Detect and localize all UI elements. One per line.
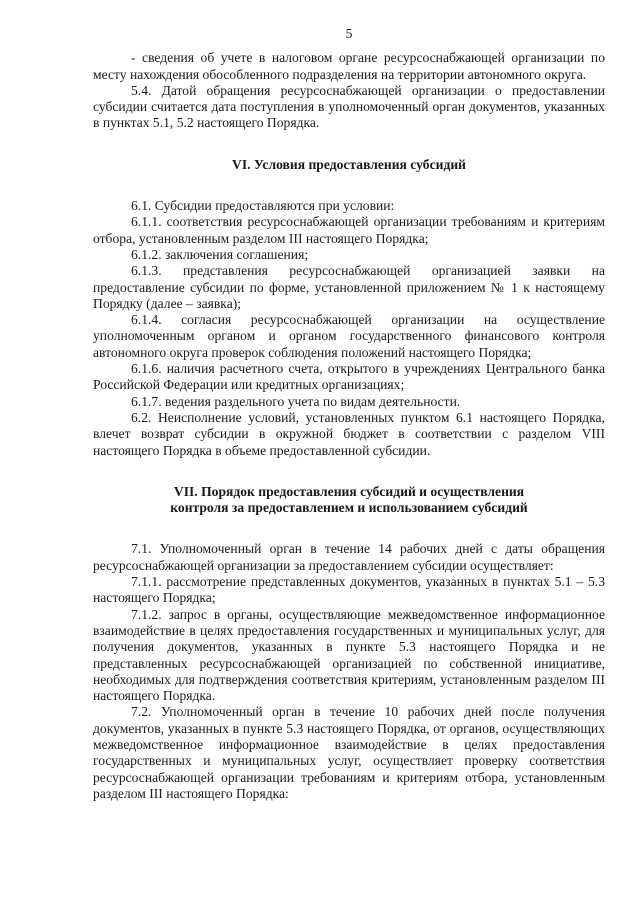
- paragraph-6-1-4: 6.1.4. согласия ресурсоснабжающей организации на осуществление уполномоченным органом и органом государственного финансового контроля автономного округа проверок соблюдения положений настоящего Порядка;: [93, 312, 605, 360]
- paragraph-7-1-2: 7.1.2. запрос в органы, осуществляющие межведомственное информационное взаимодействие в целях предоставления государственных и муниципальных услуг, для получения документов, указанных в пункте 5.3 настоящего Порядка и не представленных ресурсоснабжающей организацией по собственной инициативе, необходимых для подтверждения соответствия критериям, установленным разделом III настоящего Порядка.: [93, 606, 605, 704]
- paragraph-7-2: 7.2. Уполномоченный орган в течение 10 рабочих дней после получения документов, указанных в пункте 5.3 настоящего Порядка, от органов, осуществляющих межведомственное информационное взаимодействие в целях предоставления государственных и муниципальных услуг, осуществляет проверку соответствия ресурсоснабжающей организации требованиям и критериям отбора, установленным разделом III настоящего Порядка:: [93, 704, 605, 801]
- paragraph-7-1-1: 7.1.1. рассмотрение представленных документов, указанных в пунктах 5.1 – 5.3 настоящего Порядка;: [93, 574, 605, 606]
- paragraph-6-1-1: 6.1.1. соответствия ресурсоснабжающей организации требованиям и критериям отбора, установленным разделом III настоящего Порядка;: [93, 214, 605, 246]
- section-6-heading: VI. Условия предоставления субсидий: [232, 156, 466, 172]
- paragraph-6-1-6: 6.1.6. наличия расчетного счета, открытого в учреждениях Центрального банка Российской Федерации или кредитных организациях;: [93, 361, 605, 393]
- paragraph-6-1-7: 6.1.7. ведения раздельного учета по видам деятельности.: [131, 393, 461, 409]
- paragraph-tax-info: - сведения об учете в налоговом органе ресурсоснабжающей организации по месту нахождения обособленного подразделения на территории автономного округа.: [93, 50, 605, 82]
- section-7-heading-line-1: VII. Порядок предоставления субсидий и осуществления: [173, 483, 525, 499]
- paragraph-5-4: 5.4. Датой обращения ресурсоснабжающей организации о предоставлении субсидии считается дата поступления в уполномоченный орган документов, указанных в пунктах 5.1, 5.2 настоящего Порядка.: [93, 82, 605, 131]
- page-number: 5: [345, 26, 353, 41]
- section-7-heading-line-2: контроля за предоставлением и использованием субсидий: [170, 500, 528, 516]
- paragraph-7-1: 7.1. Уполномоченный орган в течение 14 рабочих дней с даты обращения ресурсоснабжающей организации за предоставлением субсидии осуществляет:: [93, 541, 605, 573]
- paragraph-6-2: 6.2. Неисполнение условий, установленных пунктом 6.1 настоящего Порядка, влечет возврат субсидии в окружной бюджет в соответствии с разделом VIII настоящего Порядка в объеме предоставленной субсидии.: [93, 409, 605, 458]
- section-7-heading: [93, 484, 605, 517]
- paragraph-6-1-2: 6.1.2. заключения соглашения;: [131, 246, 309, 262]
- paragraph-6-1: 6.1. Субсидии предоставляются при условии:: [131, 198, 395, 214]
- paragraph-6-1-3: 6.1.3. представления ресурсоснабжающей организацией заявки на предоставление субсидии по форме, установленной приложением № 1 к настоящему Порядку (далее – заявка);: [93, 263, 605, 311]
